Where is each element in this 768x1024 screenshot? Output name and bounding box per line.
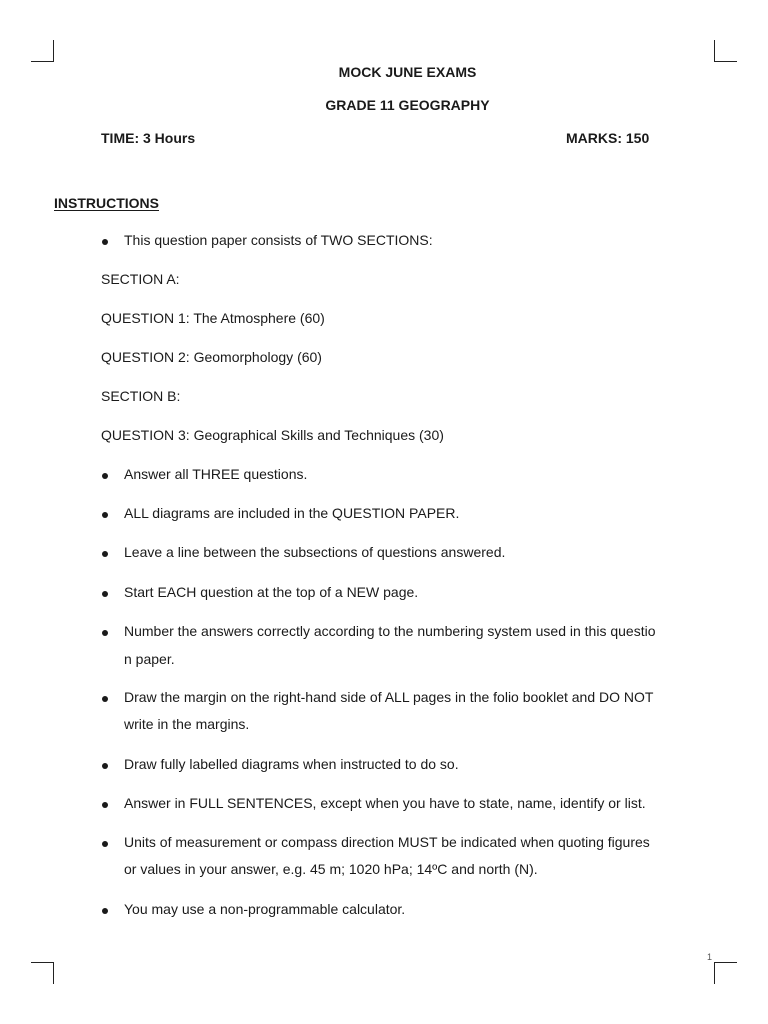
crop-mark-top-left-vertical	[53, 40, 54, 62]
exam-subtitle: GRADE 11 GEOGRAPHY	[325, 97, 490, 113]
bullet-icon	[102, 763, 108, 769]
bullet-icon	[102, 239, 108, 245]
section-a-label: SECTION A:	[101, 271, 180, 287]
instruction-item: Units of measurement or compass direction MUST be indicated when quoting figures	[124, 834, 650, 850]
crop-mark-bottom-left-horizontal	[31, 962, 54, 963]
instruction-item: Draw fully labelled diagrams when instructed to do so.	[124, 756, 459, 772]
exam-marks: MARKS: 150	[566, 130, 650, 146]
bullet-icon	[102, 591, 108, 597]
instruction-item: You may use a non-programmable calculator.	[124, 901, 406, 917]
crop-mark-top-left-horizontal	[31, 61, 54, 62]
crop-mark-top-right-horizontal	[714, 61, 737, 62]
crop-mark-bottom-left-vertical	[53, 962, 54, 984]
bullet-icon	[102, 551, 108, 557]
instruction-intro: This question paper consists of TWO SECTIONS:	[124, 232, 433, 248]
page-number: 1	[707, 952, 713, 962]
exam-title: MOCK JUNE EXAMS	[338, 64, 477, 80]
question-1-label: QUESTION 1: The Atmosphere (60)	[101, 310, 325, 326]
instruction-item-continuation: write in the margins.	[124, 716, 250, 732]
instruction-item: ALL diagrams are included in the QUESTION PAPER.	[124, 505, 460, 521]
instruction-item: Number the answers correctly according to the numbering system used in this questio	[124, 623, 656, 639]
instructions-heading: INSTRUCTIONS	[54, 195, 159, 211]
bullet-icon	[102, 841, 108, 847]
instruction-item: Leave a line between the subsections of questions answered.	[124, 544, 506, 560]
crop-mark-bottom-right-vertical	[714, 962, 715, 984]
bullet-icon	[102, 802, 108, 808]
bullet-icon	[102, 630, 108, 636]
crop-mark-top-right-vertical	[714, 40, 715, 62]
exam-time: TIME: 3 Hours	[101, 130, 196, 146]
instruction-item: Answer all THREE questions.	[124, 466, 308, 482]
instruction-item: Answer in FULL SENTENCES, except when you have to state, name, identify or list.	[124, 795, 646, 811]
bullet-icon	[102, 473, 108, 479]
crop-mark-bottom-right-horizontal	[714, 962, 737, 963]
instruction-item-continuation: or values in your answer, e.g. 45 m; 1020 hPa; 14ºC and north (N).	[124, 861, 538, 877]
instruction-item: Start EACH question at the top of a NEW page.	[124, 584, 419, 600]
bullet-icon	[102, 696, 108, 702]
bullet-icon	[102, 512, 108, 518]
instruction-item-continuation: n paper.	[124, 651, 175, 667]
section-b-label: SECTION B:	[101, 388, 181, 404]
bullet-icon	[102, 908, 108, 914]
question-3-label: QUESTION 3: Geographical Skills and Techniques (30)	[101, 427, 444, 443]
question-2-label: QUESTION 2: Geomorphology (60)	[101, 349, 322, 365]
instruction-item: Draw the margin on the right-hand side of ALL pages in the folio booklet and DO NOT	[124, 689, 654, 705]
